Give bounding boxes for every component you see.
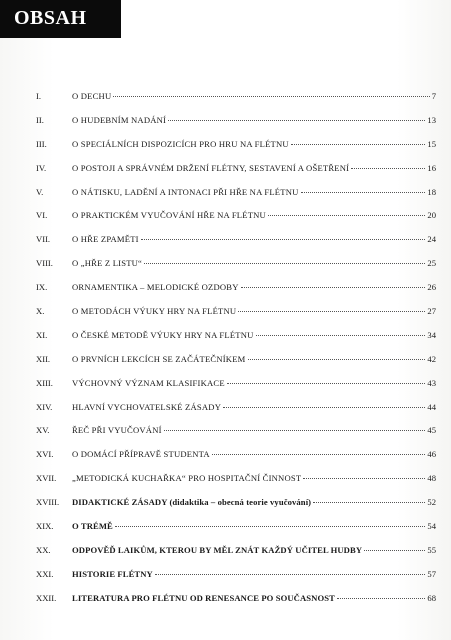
toc-entry — [36, 378, 436, 402]
toc-entry-title: DIDAKTICKÉ ZÁSADY (didaktika – obecná teorie vyučování) — [72, 497, 312, 508]
toc-entry — [36, 234, 436, 258]
toc-entry — [36, 91, 436, 115]
toc-entry-number: IX. — [36, 282, 48, 293]
toc-leader-dots — [241, 287, 426, 288]
toc-entry-page: 24 — [427, 234, 436, 245]
toc-entry-number: X. — [36, 306, 45, 317]
toc-entry-number: I. — [36, 91, 42, 101]
toc-entry-title: „METODICKÁ KUCHAŘKA“ PRO HOSPITAČNÍ ČINNOST — [72, 473, 302, 484]
toc-entry-page: 18 — [427, 186, 436, 197]
toc-entry-title: O „HŘE Z LISTU“ — [72, 258, 143, 269]
toc-entry-number: XIX. — [36, 521, 54, 532]
toc-entry-title: O PRAKTICKÉM VYUČOVÁNÍ HŘE NA FLÉTNU — [72, 210, 266, 221]
toc-leader-dots — [291, 144, 426, 145]
toc-entry-title: O ČESKÉ METODĚ VÝUKY HRY NA FLÉTNU — [72, 329, 254, 340]
toc-entry-title: ODPOVĚĎ LAIKŮM, KTEROU BY MĚL ZNÁT KAŽDÝ UČITEL HUDBY — [72, 544, 363, 555]
toc-leader-dots — [115, 526, 426, 527]
toc-leader-dots — [164, 430, 426, 431]
toc-leader-dots — [212, 454, 426, 455]
toc-entry-number: XI. — [36, 329, 48, 340]
toc-entry-title: O TRÉMĚ — [72, 521, 113, 532]
toc-entry-number: V. — [36, 186, 44, 197]
toc-entry-page: 26 — [427, 282, 436, 293]
toc-entry-title: O DOMÁCÍ PŘÍPRAVĚ STUDENTA — [72, 449, 210, 460]
toc-entry-title: LITERATURA PRO FLÉTNU OD RENESANCE PO SOUČASNOST — [72, 592, 335, 603]
toc-entry-page: 48 — [427, 473, 436, 484]
toc-entry-title: O NÁTISKU, LADĚNÍ A INTONACI PŘI HŘE NA FLÉTNU — [72, 186, 299, 197]
toc-leader-dots — [238, 311, 425, 312]
toc-entry-page: 43 — [427, 377, 436, 388]
toc-entry — [36, 593, 436, 617]
toc-entry — [36, 354, 436, 378]
toc-leader-dots — [113, 96, 429, 97]
toc-entry-number: XXII. — [36, 592, 57, 603]
toc-entry-number: XX. — [36, 544, 51, 555]
toc-entry — [36, 163, 436, 187]
toc-entry — [36, 425, 436, 449]
toc-entry-number: VIII. — [36, 258, 53, 269]
toc-leader-dots — [301, 192, 426, 193]
toc-entry-number: II. — [36, 114, 44, 125]
toc-entry-page: 68 — [427, 592, 436, 603]
toc-entry — [36, 545, 436, 569]
toc-entry-title: VÝCHOVNÝ VÝZNAM KLASIFIKACE — [72, 377, 225, 388]
toc-leader-dots — [227, 383, 426, 384]
toc-entry — [36, 402, 436, 426]
toc-entry-title: ŘEČ PŘI VYUČOVÁNÍ — [72, 425, 162, 436]
toc-entry-title: O POSTOJI A SPRÁVNÉM DRŽENÍ FLÉTNY, SESTAVENÍ A OŠETŘENÍ — [72, 162, 350, 173]
toc-entry-title: O DECHU — [72, 91, 112, 101]
toc-entry — [36, 210, 436, 234]
toc-leader-dots — [268, 215, 425, 216]
toc-entry-page: 44 — [427, 401, 436, 412]
toc-entry-page: 46 — [427, 449, 436, 460]
toc-entry-title: O METODÁCH VÝUKY HRY NA FLÉTNU — [72, 306, 237, 317]
toc-entry-number: XIII. — [36, 377, 53, 388]
toc-entry-title: O HUDEBNÍM NADÁNÍ — [72, 114, 167, 125]
toc-leader-dots — [144, 263, 425, 264]
toc-entry-number: VI. — [36, 210, 48, 221]
toc-entry-page: 52 — [427, 497, 436, 508]
toc-entry — [36, 497, 436, 521]
toc-entry-page: 55 — [427, 544, 436, 555]
toc-entry-page: 57 — [427, 568, 436, 579]
toc-entry — [36, 521, 436, 545]
toc-leader-dots — [313, 502, 425, 503]
toc-entry — [36, 115, 436, 139]
toc-entry-number: XVII. — [36, 473, 57, 484]
toc-entry-number: XVIII. — [36, 497, 60, 508]
toc-entry — [36, 473, 436, 497]
toc-entry — [36, 187, 436, 211]
toc-entry-page: 20 — [427, 210, 436, 221]
toc-entry-page: 45 — [427, 425, 436, 436]
toc-entry-number: XVI. — [36, 449, 54, 460]
toc-leader-dots — [248, 359, 426, 360]
toc-entry-title: O HŘE ZPAMĚTI — [72, 234, 139, 245]
toc-entry-number: XIV. — [36, 401, 53, 412]
toc-leader-dots — [155, 574, 426, 575]
toc-leader-dots — [303, 478, 425, 479]
toc-entry-number: VII. — [36, 234, 51, 245]
toc-entry — [36, 282, 436, 306]
toc-entry-page: 27 — [427, 306, 436, 317]
header-band — [0, 0, 121, 38]
page-title: OBSAH — [14, 7, 87, 29]
toc-entry — [36, 258, 436, 282]
toc-entry-number: XXI. — [36, 568, 54, 579]
toc-entry-title: O SPECIÁLNÍCH DISPOZICÍCH PRO HRU NA FLÉTNU — [72, 138, 289, 149]
toc-entry-page: 15 — [427, 138, 436, 149]
toc-leader-dots — [256, 335, 426, 336]
toc-entry — [36, 306, 436, 330]
toc-entry-number: IV. — [36, 162, 47, 173]
toc-entry-title: ORNAMENTIKA – MELODICKÉ OZDOBY — [72, 282, 239, 293]
toc-leader-dots — [351, 168, 425, 169]
table-of-contents — [36, 91, 436, 617]
toc-leader-dots — [168, 120, 425, 121]
toc-entry-page: 54 — [427, 521, 436, 532]
toc-entry — [36, 569, 436, 593]
toc-leader-dots — [141, 239, 426, 240]
toc-entry-page: 42 — [427, 353, 436, 364]
toc-entry-page: 13 — [427, 114, 436, 125]
toc-entry-title: HLAVNÍ VYCHOVATELSKÉ ZÁSADY — [72, 401, 222, 412]
toc-leader-dots — [337, 598, 425, 599]
toc-entry-number: III. — [36, 138, 47, 149]
toc-entry-number: XII. — [36, 353, 51, 364]
toc-entry-title: HISTORIE FLÉTNY — [72, 568, 153, 579]
toc-entry-title: O PRVNÍCH LEKCÍCH SE ZAČÁTEČNÍKEM — [72, 353, 246, 364]
toc-entry — [36, 330, 436, 354]
toc-leader-dots — [223, 407, 425, 408]
toc-entry-page: 34 — [427, 329, 436, 340]
toc-entry-page: 7 — [431, 91, 436, 101]
toc-entry-number: XV. — [36, 425, 50, 436]
toc-entry-page: 16 — [427, 162, 436, 173]
toc-entry — [36, 139, 436, 163]
toc-leader-dots — [364, 550, 425, 551]
toc-entry-page: 25 — [427, 258, 436, 269]
toc-entry — [36, 449, 436, 473]
